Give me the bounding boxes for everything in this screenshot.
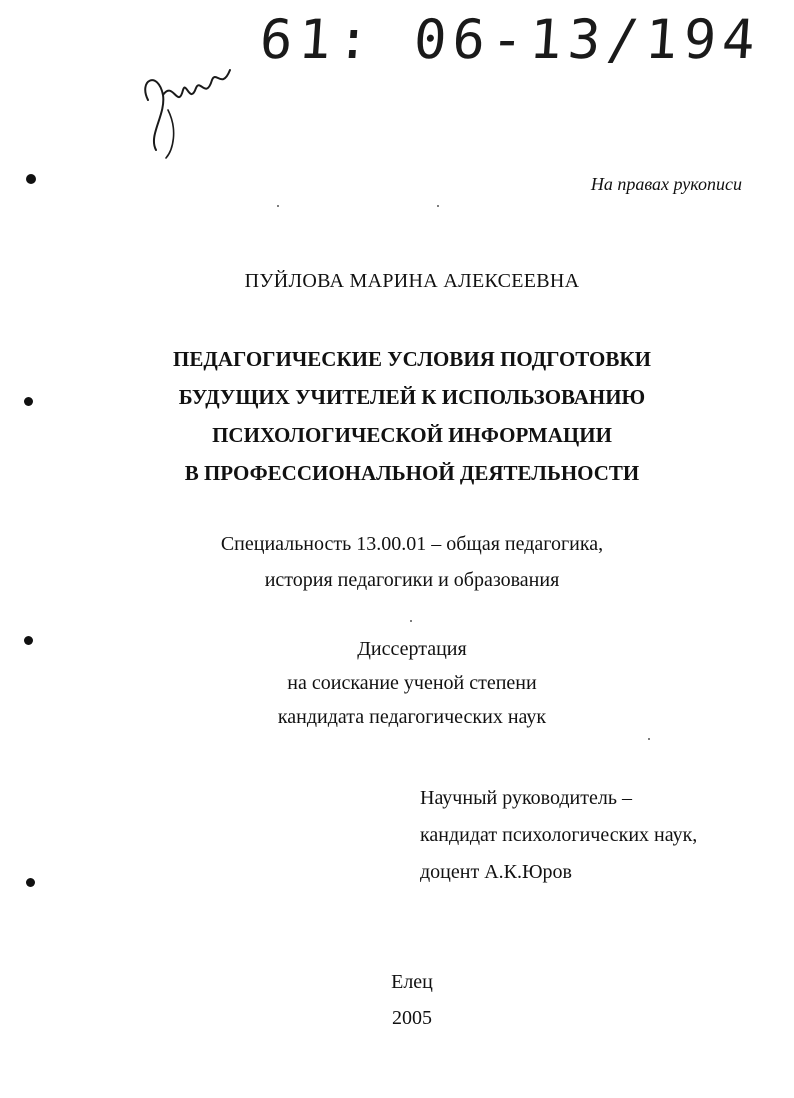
title-line: БУДУЩИХ УЧИТЕЛЕЙ К ИСПОЛЬЗОВАНИЮ [178, 385, 646, 409]
author-name: ПУЙЛОВА МАРИНА АЛЕКСЕЕВНА [244, 270, 580, 292]
supervisor-line: Научный руководитель – [420, 787, 632, 809]
dissertation-line: Диссертация [357, 638, 467, 660]
specialty-block [0, 526, 794, 598]
dissertation-title [0, 340, 794, 492]
dissertation-line: на соискание ученой степени [287, 672, 537, 694]
scan-speck [437, 205, 439, 207]
title-line: ПСИХОЛОГИЧЕСКОЙ ИНФОРМАЦИИ [212, 423, 612, 447]
scan-speck [648, 738, 650, 740]
specialty-line: Специальность 13.00.01 – общая педагогика, [220, 533, 604, 555]
handwritten-signature [128, 40, 238, 160]
year: 2005 [392, 1007, 432, 1029]
binding-mark [26, 878, 35, 887]
dissertation-block [0, 632, 794, 734]
specialty-line: история педагогики и образования [264, 569, 560, 591]
scan-speck [277, 205, 279, 207]
footer-block [0, 964, 794, 1036]
binding-mark [26, 174, 36, 184]
manuscript-note: На правах рукописи [590, 174, 742, 194]
scan-speck [410, 620, 412, 622]
supervisor-block [420, 780, 697, 891]
supervisor-line: доцент А.К.Юров [420, 861, 572, 883]
city: Елец [391, 971, 433, 993]
title-line: В ПРОФЕССИОНАЛЬНОЙ ДЕЯТЕЛЬНОСТИ [184, 461, 640, 485]
archive-code-handwritten: 61: 06-13/194 [257, 8, 763, 71]
supervisor-line: кандидат психологических наук, [420, 824, 698, 846]
title-line: ПЕДАГОГИЧЕСКИЕ УСЛОВИЯ ПОДГОТОВКИ [173, 347, 651, 371]
dissertation-line: кандидата педагогических наук [277, 706, 547, 728]
